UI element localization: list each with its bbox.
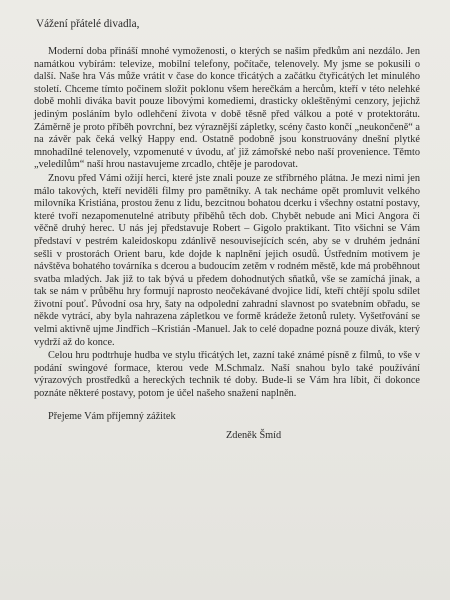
salutation: Vážení přátelé divadla, <box>36 18 140 30</box>
paragraph-actors: Znovu před Vámi ožijí herci, které jste znali pouze ze stříbrného plátna. Je mezi nimi jen málo takových, kteří neviděli filmy pro pamětníky. A tak necháme opět promluvit velkého milovníka Kristiána, prostou ženu z lidu, bezcitnou bohatou dcerku i všechny ostatní postavy, které tvoří nezapomenutelné atributy příběhů těch dob. Chybět nebude ani Mici Angora či věčně druhý herec. U nás jej představuje Robert – Gigolo praktikant. Tito všichni se Vám představí v pestrém kaleidoskopu zdánlivě nesouvisejících scén, aby se v druhém jednání sešli v prostorách Orient baru, kde dojde k naplnění jejich osudů. Ústředním motivem je návštěva bohatého továrníka s dcerou a budoucím zetěm v rodném městě, kde má proběhnout svatba mladých. Jak již to tak bývá u předem dohodnutých sňatků, vše se zamíchá jinak, a tak se nám v průběhu hry formují naprosto neočekávané dvojice lidí, kteří chtějí spolu sdílet životní pouť. Původní osa hry, šaty na odpolední zahradní slavnost po svatebním obřadu, se někde vytrácí, aby byla nahrazena zápletkou ve formě krádeže žetonů rulety. Vyšetřování se velmi aktivně ujme Jindřich –Kristián -Manuel. Jak to celé dopadne pozná pouze divák, který vydrží až do konce. <box>34 172 421 348</box>
paragraph-music: Celou hru podtrhuje hudba ve stylu třicátých let, zazní také známé písně z filmů, to vše v podání swingové formace, kterou vede M.Schmalz. Naší snahou bylo také používání výrazových prostředků a hereckých technik té doby. Bude-li se Vám hra líbit, či dokonce poznáte některé postavy, potom je účel našeho snažení naplněn. <box>34 350 420 400</box>
paragraph-intro: Moderní doba přináší mnohé vymoženosti, o kterých se našim předkům ani nezdálo. Jen namátkou vybírám: televize, mobilní telefony, počítače, telenovely. My jsme se pokusili o další. Naše hra Vás může vrátit v čase do konce třicátých a začátku čtyřicátých let minulého století. Chceme tímto počinem složit poklonu všem herečkám a hercům, kteří v této nelehké době mohli diváka bavit pouze libovými komediemi, drasticky okleštěnými cenzory, jejichž jediným posláním bylo odlehčení života v době těsně před válkou a poté v protektorátu. Záměrně je proto příběh povrchní, bez výraznější zápletky, scény často končí „neukončeně“ a na závěr pak čeká velký Happy end. Ostatně podobně jsou konstruovány dnešní plytké mnohadílné telenovely, vzpomenuté v úvodu, ať již zámořské nebo naší provenience. Těmto „veledílům“ naší hrou nastavujeme zrcadlo, chtěje je parodovat. <box>34 46 420 171</box>
closing-line: Přejeme Vám příjemný zážitek <box>48 410 176 422</box>
signature: Zdeněk Šmíd <box>226 429 282 441</box>
